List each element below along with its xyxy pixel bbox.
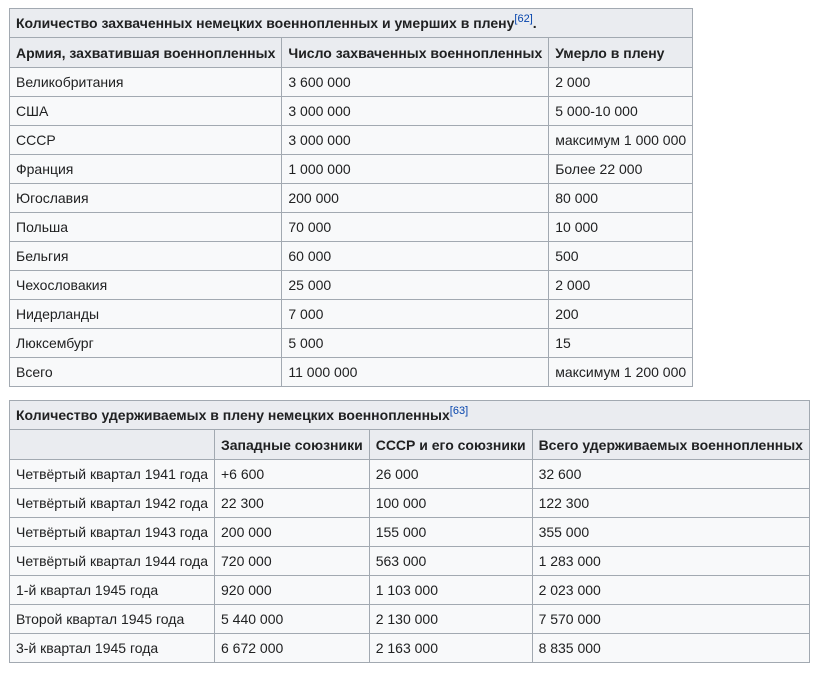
table-cell: 26 000 bbox=[369, 460, 532, 489]
row-label-cell: Второй квартал 1945 года bbox=[10, 605, 215, 634]
prisoners-captured-table bbox=[9, 8, 693, 387]
row-label-cell: Чехословакия bbox=[10, 271, 282, 300]
row-label-cell: Четвёртый квартал 1944 года bbox=[10, 547, 215, 576]
table-cell: 70 000 bbox=[282, 213, 549, 242]
table-cell: 200 bbox=[549, 300, 693, 329]
table-cell: 100 000 bbox=[369, 489, 532, 518]
table-row bbox=[10, 634, 810, 663]
row-label-cell: Франция bbox=[10, 155, 282, 184]
row-label-cell: Люксембург bbox=[10, 329, 282, 358]
table-cell: 1 103 000 bbox=[369, 576, 532, 605]
row-label-cell: США bbox=[10, 97, 282, 126]
table-row bbox=[10, 242, 693, 271]
table-cell: 920 000 bbox=[215, 576, 370, 605]
table-row bbox=[10, 97, 693, 126]
table-row bbox=[10, 605, 810, 634]
table-row bbox=[10, 213, 693, 242]
table-cell: 11 000 000 bbox=[282, 358, 549, 387]
header-row bbox=[10, 430, 810, 460]
table-cell: 200 000 bbox=[215, 518, 370, 547]
table-cell: максимум 1 200 000 bbox=[549, 358, 693, 387]
table-cell: 15 bbox=[549, 329, 693, 358]
column-header: Западные союзники bbox=[215, 430, 370, 460]
table-caption bbox=[9, 8, 693, 37]
table-cell: 25 000 bbox=[282, 271, 549, 300]
table-cell: 3 000 000 bbox=[282, 97, 549, 126]
table-cell: 2 130 000 bbox=[369, 605, 532, 634]
table-cell: 5 000 bbox=[282, 329, 549, 358]
table-cell: 563 000 bbox=[369, 547, 532, 576]
table-cell: 60 000 bbox=[282, 242, 549, 271]
table-cell: 1 000 000 bbox=[282, 155, 549, 184]
table-row bbox=[10, 576, 810, 605]
table-cell: 3 600 000 bbox=[282, 68, 549, 97]
table-cell: 2 000 bbox=[549, 271, 693, 300]
column-header: СССР и его союзники bbox=[369, 430, 532, 460]
table-row bbox=[10, 271, 693, 300]
column-header: Умерло в плену bbox=[549, 38, 693, 68]
row-label-cell: Всего bbox=[10, 358, 282, 387]
table-cell: 5 000-10 000 bbox=[549, 97, 693, 126]
table-row bbox=[10, 358, 693, 387]
table-cell: Более 22 000 bbox=[549, 155, 693, 184]
row-label-cell: Польша bbox=[10, 213, 282, 242]
table-cell: 500 bbox=[549, 242, 693, 271]
table-cell: 8 835 000 bbox=[532, 634, 809, 663]
reference-link[interactable]: [62] bbox=[514, 13, 533, 25]
column-header: Всего удерживаемых военнопленных bbox=[532, 430, 809, 460]
reference-link[interactable]: [63] bbox=[449, 405, 469, 417]
table-cell: 200 000 bbox=[282, 184, 549, 213]
column-header: Число захваченных военнопленных bbox=[282, 38, 549, 68]
table-cell: 5 440 000 bbox=[215, 605, 370, 634]
row-label-cell: Четвёртый квартал 1942 года bbox=[10, 489, 215, 518]
table-row bbox=[10, 300, 693, 329]
table-row bbox=[10, 184, 693, 213]
table-row bbox=[10, 489, 810, 518]
table-cell: 3 000 000 bbox=[282, 126, 549, 155]
row-label-cell: 1-й квартал 1945 года bbox=[10, 576, 215, 605]
table-cell: максимум 1 000 000 bbox=[549, 126, 693, 155]
row-label-cell: 3-й квартал 1945 года bbox=[10, 634, 215, 663]
table-row bbox=[10, 155, 693, 184]
table-caption bbox=[9, 400, 810, 429]
table-row bbox=[10, 518, 810, 547]
table-cell: 6 672 000 bbox=[215, 634, 370, 663]
table-cell: 155 000 bbox=[369, 518, 532, 547]
column-header bbox=[10, 430, 215, 460]
caption-text: Количество захваченных немецких военнопленных и умерших в плену bbox=[16, 15, 515, 31]
row-label-cell: Бельгия bbox=[10, 242, 282, 271]
table-cell: 122 300 bbox=[532, 489, 809, 518]
row-label-cell: Югославия bbox=[10, 184, 282, 213]
row-label-cell: Нидерланды bbox=[10, 300, 282, 329]
row-label-cell: Четвёртый квартал 1941 года bbox=[10, 460, 215, 489]
table-cell: 2 023 000 bbox=[532, 576, 809, 605]
table-cell: 2 000 bbox=[549, 68, 693, 97]
table-cell: 720 000 bbox=[215, 547, 370, 576]
row-label-cell: Великобритания bbox=[10, 68, 282, 97]
prisoners-held-table bbox=[9, 400, 810, 663]
caption-text: Количество удерживаемых в плену немецких военнопленных bbox=[16, 407, 450, 423]
table-cell: 22 300 bbox=[215, 489, 370, 518]
table-cell: 2 163 000 bbox=[369, 634, 532, 663]
table-row bbox=[10, 547, 810, 576]
table-cell: 80 000 bbox=[549, 184, 693, 213]
caption-suffix: . bbox=[532, 15, 537, 31]
table-row bbox=[10, 329, 693, 358]
table-cell: 1 283 000 bbox=[532, 547, 809, 576]
row-label-cell: Четвёртый квартал 1943 года bbox=[10, 518, 215, 547]
table-cell: 10 000 bbox=[549, 213, 693, 242]
table-cell: 7 000 bbox=[282, 300, 549, 329]
table-row bbox=[10, 68, 693, 97]
row-label-cell: СССР bbox=[10, 126, 282, 155]
table-cell: 7 570 000 bbox=[532, 605, 809, 634]
table-cell: 32 600 bbox=[532, 460, 809, 489]
table-cell: 355 000 bbox=[532, 518, 809, 547]
header-row bbox=[10, 38, 693, 68]
table-row bbox=[10, 460, 810, 489]
table-row bbox=[10, 126, 693, 155]
table-cell: +6 600 bbox=[215, 460, 370, 489]
column-header: Армия, захватившая военнопленных bbox=[10, 38, 282, 68]
